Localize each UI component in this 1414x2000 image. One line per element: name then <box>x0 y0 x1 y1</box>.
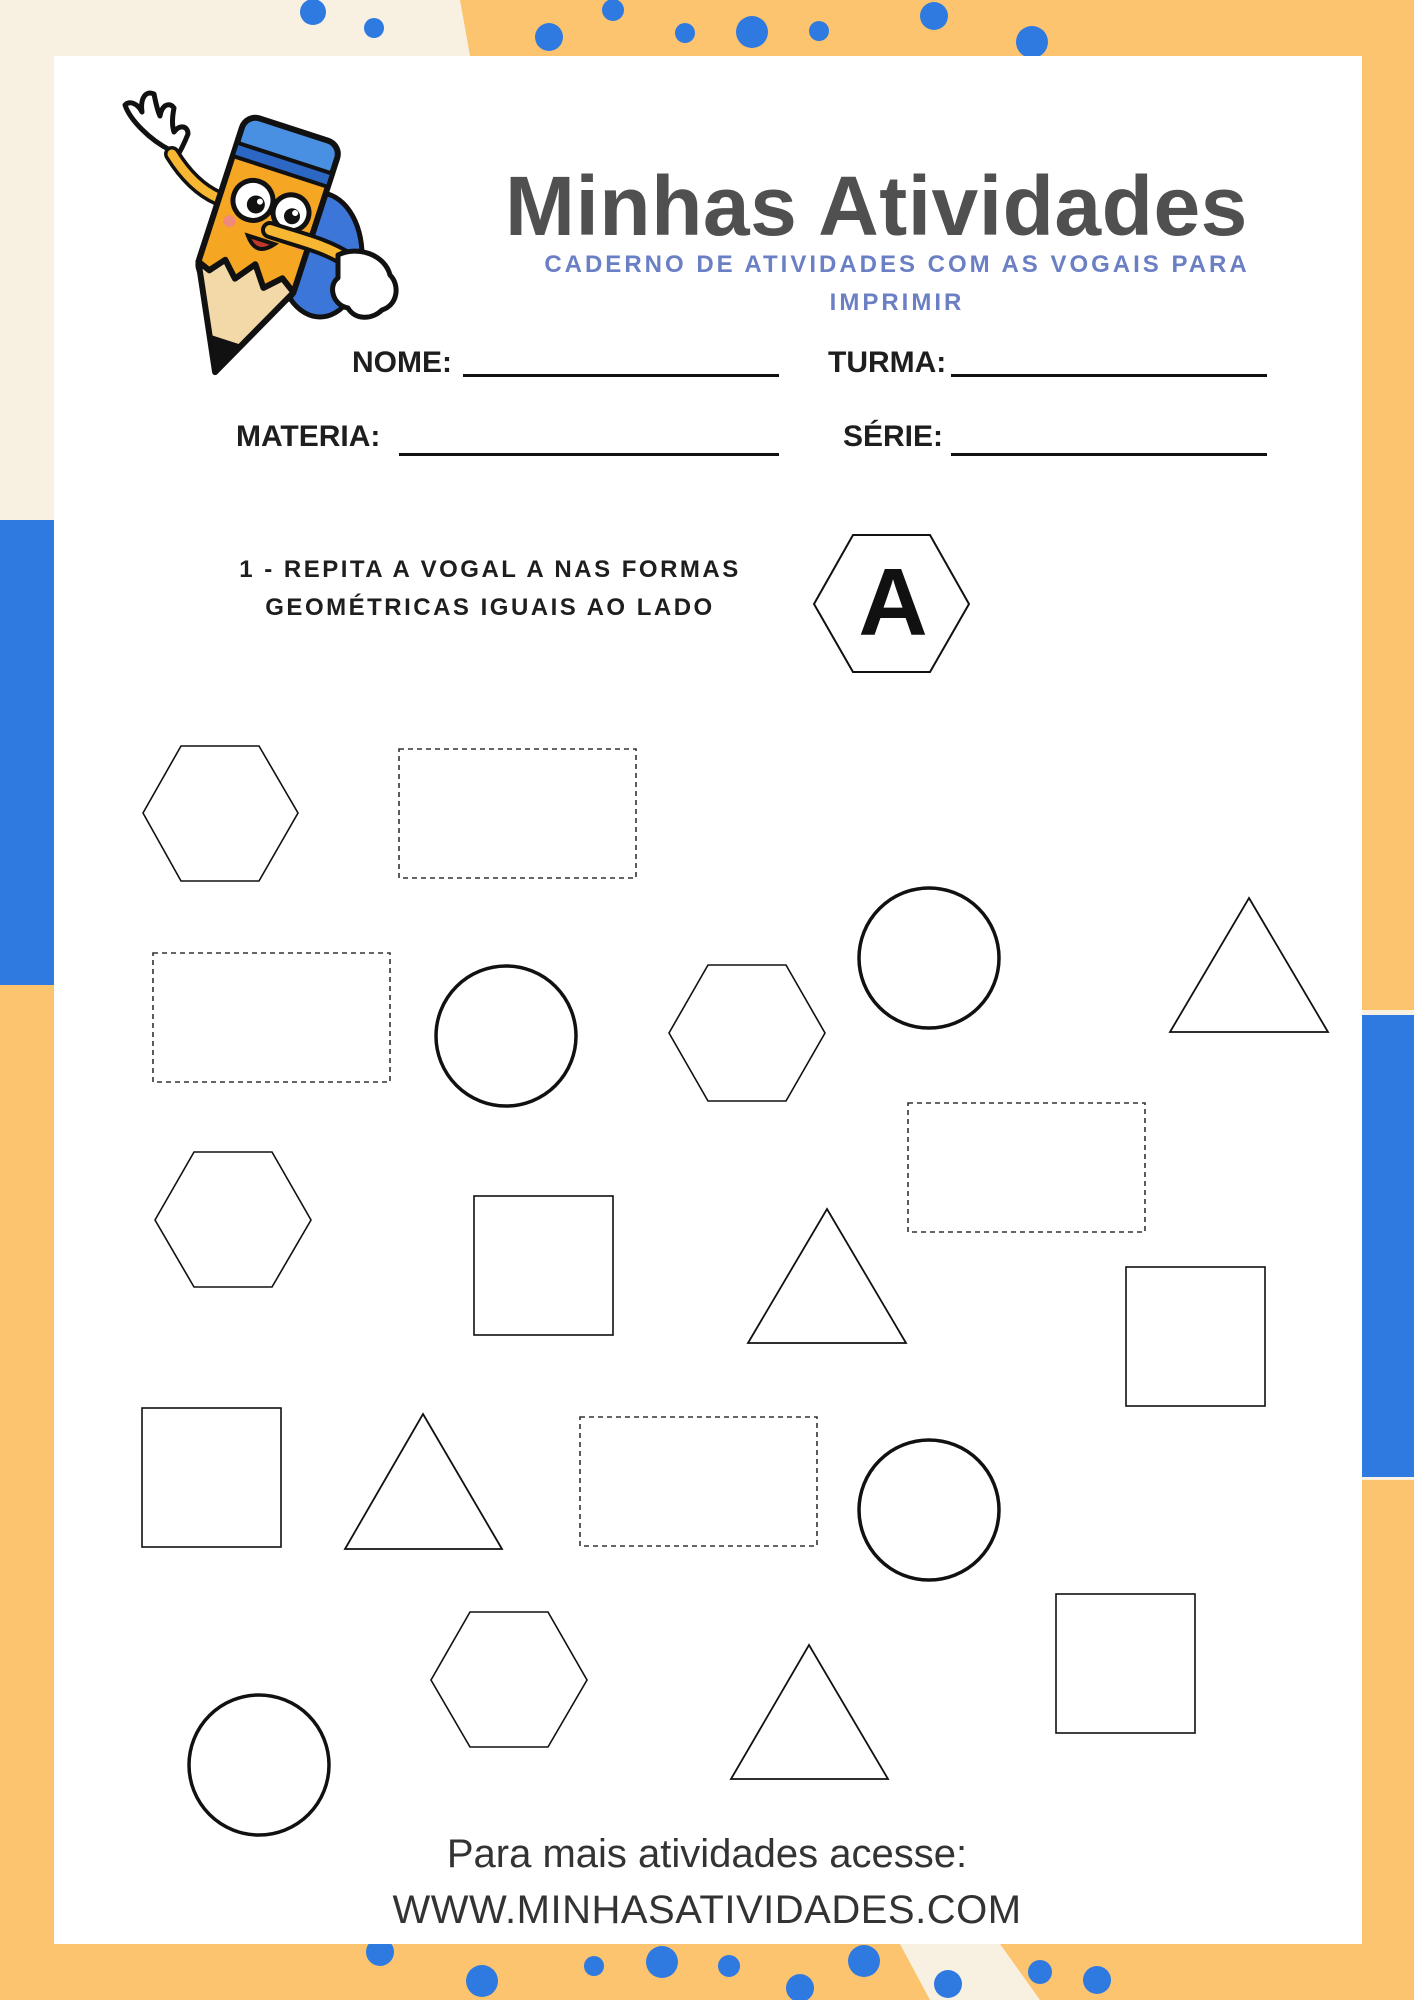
square-shape[interactable] <box>474 1196 613 1335</box>
circle-shape[interactable] <box>859 1440 999 1580</box>
square-shape[interactable] <box>1126 1267 1265 1406</box>
dashed-rectangle-shape[interactable] <box>399 749 636 878</box>
footer-website-link[interactable]: WWW.MINHASATIVIDADES.COM <box>392 1888 1022 1932</box>
square-shape[interactable] <box>142 1408 281 1547</box>
exercise-instruction: 1 - REPITA A VOGAL A NAS FORMAS GEOMÉTRICAS IGUAIS AO LADO <box>239 556 741 621</box>
hexagon-shape[interactable] <box>143 746 298 881</box>
dashed-rectangle-shape[interactable] <box>908 1103 1145 1232</box>
triangle-shape[interactable] <box>1170 898 1328 1032</box>
dashed-rectangle-shape[interactable] <box>580 1417 817 1546</box>
triangle-shape[interactable] <box>345 1414 502 1549</box>
circle-shape[interactable] <box>859 888 999 1028</box>
page-title: Minhas Atividades <box>505 159 1248 253</box>
triangle-shape[interactable] <box>748 1209 906 1343</box>
turma-label: TURMA: <box>828 346 947 379</box>
serie-label: SÉRIE: <box>843 420 944 453</box>
hexagon-shape[interactable] <box>155 1152 311 1287</box>
vowel-letter: A <box>858 549 928 656</box>
materia-label: MATERIA: <box>236 420 381 453</box>
triangle-shape[interactable] <box>731 1645 888 1779</box>
dashed-rectangle-shape[interactable] <box>153 953 390 1082</box>
footer-text: Para mais atividades acesse: <box>446 1832 968 1876</box>
page-subtitle: CADERNO DE ATIVIDADES COM AS VOGAIS PARA IMPRIMIR <box>544 251 1250 316</box>
circle-shape[interactable] <box>189 1695 329 1835</box>
nome-label: NOME: <box>352 346 452 379</box>
hexagon-shape[interactable] <box>431 1612 587 1747</box>
reference-hexagon <box>814 535 969 672</box>
circle-shape[interactable] <box>436 966 576 1106</box>
square-shape[interactable] <box>1056 1594 1195 1733</box>
hexagon-shape[interactable] <box>669 965 825 1101</box>
